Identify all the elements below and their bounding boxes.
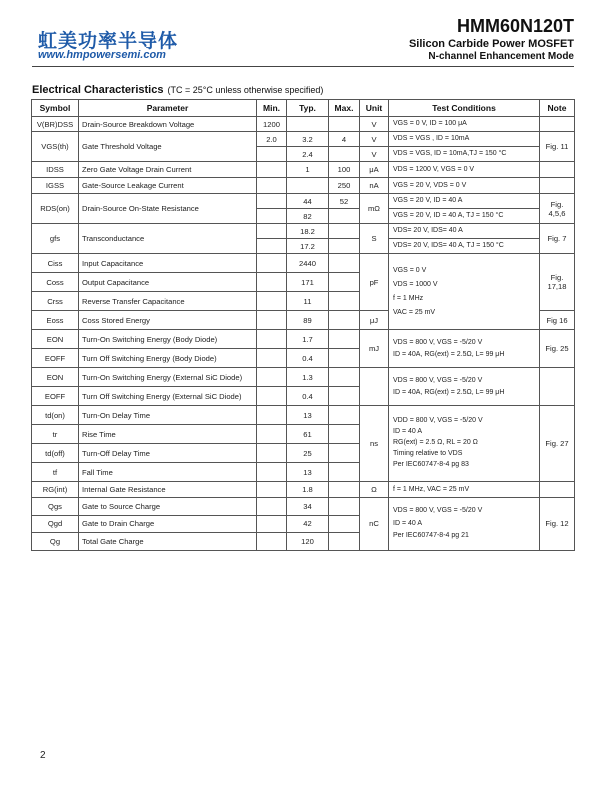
company-website: www.hmpowersemi.com xyxy=(38,49,166,61)
note-cell: Fig. 4,5,6 xyxy=(540,194,575,224)
typ-cell: 1.3 xyxy=(287,368,329,387)
max-cell: 100 xyxy=(329,162,360,178)
symbol-cell: VGS(th) xyxy=(32,132,79,162)
min-cell xyxy=(257,330,287,349)
note-cell: Fig. 11 xyxy=(540,132,575,162)
unit-cell: Ω xyxy=(360,482,389,498)
typ-cell: 0.4 xyxy=(287,387,329,406)
min-cell xyxy=(257,209,287,224)
symbol-cell: EOFF xyxy=(32,387,79,406)
min-cell xyxy=(257,292,287,311)
table-row xyxy=(32,194,575,209)
symbol-cell: RG(int) xyxy=(32,482,79,498)
max-cell xyxy=(329,224,360,239)
parameter-cell: Fall Time xyxy=(79,463,257,482)
typ-cell: 44 xyxy=(287,194,329,209)
note-cell: Fig. 17,18 xyxy=(540,254,575,311)
parameter-cell: Turn Off Switching Energy (External SiC Diode) xyxy=(79,387,257,406)
table-row xyxy=(32,162,575,178)
col-header: Typ. xyxy=(287,100,329,117)
note-cell: Fig. 7 xyxy=(540,224,575,254)
condition-cell: VGS = 0 V VDS = 1000 V f = 1 MHz VAC = 25 mV xyxy=(389,254,540,330)
min-cell xyxy=(257,368,287,387)
max-cell xyxy=(329,254,360,273)
symbol-cell: Eoss xyxy=(32,311,79,330)
parameter-cell: Drain-Source On-State Resistance xyxy=(79,194,257,224)
typ-cell: 2.4 xyxy=(287,147,329,162)
max-cell xyxy=(329,349,360,368)
col-header: Parameter xyxy=(79,100,257,117)
unit-cell xyxy=(360,368,389,406)
unit-cell: mJ xyxy=(360,330,389,368)
typ-cell: 25 xyxy=(287,444,329,463)
unit-cell: V xyxy=(360,132,389,147)
parameter-cell: Turn-On Switching Energy (External SiC Diode) xyxy=(79,368,257,387)
min-cell xyxy=(257,463,287,482)
max-cell xyxy=(329,533,360,551)
min-cell xyxy=(257,162,287,178)
unit-cell: V xyxy=(360,147,389,162)
condition-cell: VDS = 800 V, VGS = -5/20 V ID = 40A, RG(ext) = 2.5Ω, L= 99 μH xyxy=(389,330,540,368)
symbol-cell: V(BR)DSS xyxy=(32,117,79,132)
page-number: 2 xyxy=(40,750,46,761)
min-cell xyxy=(257,406,287,425)
typ-cell xyxy=(287,117,329,132)
min-cell: 2.0 xyxy=(257,132,287,147)
symbol-cell: Ciss xyxy=(32,254,79,273)
typ-cell: 18.2 xyxy=(287,224,329,239)
typ-cell: 89 xyxy=(287,311,329,330)
symbol-cell: tr xyxy=(32,425,79,444)
section-heading xyxy=(32,84,323,96)
unit-cell: ns xyxy=(360,406,389,482)
parameter-cell: Coss Stored Energy xyxy=(79,311,257,330)
col-header: Symbol xyxy=(32,100,79,117)
unit-cell: nA xyxy=(360,178,389,194)
min-cell xyxy=(257,533,287,551)
min-cell xyxy=(257,387,287,406)
typ-cell: 2440 xyxy=(287,254,329,273)
section-title: Electrical Characteristics xyxy=(32,84,164,96)
max-cell xyxy=(329,273,360,292)
max-cell xyxy=(329,482,360,498)
symbol-cell: tf xyxy=(32,463,79,482)
parameter-cell: Turn Off Switching Energy (Body Diode) xyxy=(79,349,257,368)
typ-cell: 34 xyxy=(287,498,329,516)
typ-cell: 1.8 xyxy=(287,482,329,498)
parameter-cell: Rise Time xyxy=(79,425,257,444)
symbol-cell: RDS(on) xyxy=(32,194,79,224)
parameter-cell: Gate Threshold Voltage xyxy=(79,132,257,162)
max-cell xyxy=(329,147,360,162)
unit-cell: V xyxy=(360,117,389,132)
max-cell xyxy=(329,498,360,516)
unit-cell: nC xyxy=(360,498,389,551)
note-cell: Fig 16 xyxy=(540,311,575,330)
parameter-cell: Transconductance xyxy=(79,224,257,254)
col-header: Note xyxy=(540,100,575,117)
typ-cell: 17.2 xyxy=(287,239,329,254)
section-condition: (TC = 25°C unless otherwise specified) xyxy=(167,85,324,95)
max-cell: 250 xyxy=(329,178,360,194)
min-cell xyxy=(257,444,287,463)
table-row xyxy=(32,132,575,147)
max-cell xyxy=(329,515,360,533)
symbol-cell: Qgd xyxy=(32,515,79,533)
symbol-cell: gfs xyxy=(32,224,79,254)
condition-cell: VDS = VGS , ID = 10mA xyxy=(389,132,540,147)
max-cell xyxy=(329,425,360,444)
parameter-cell: Turn-On Switching Energy (Body Diode) xyxy=(79,330,257,349)
condition-cell: VDS = 800 V, VGS = -5/20 V ID = 40A, RG(ext) = 2.5Ω, L= 99 μH xyxy=(389,368,540,406)
condition-cell: VGS = 20 V, ID = 40 A, TJ = 150 °C xyxy=(389,209,540,224)
unit-cell: pF xyxy=(360,254,389,311)
table-row xyxy=(32,330,575,349)
note-cell xyxy=(540,117,575,132)
note-cell xyxy=(540,178,575,194)
note-cell xyxy=(540,368,575,406)
condition-cell: f = 1 MHz, VAC = 25 mV xyxy=(389,482,540,498)
parameter-cell: Internal Gate Resistance xyxy=(79,482,257,498)
part-number: HMM60N120T xyxy=(456,16,574,36)
typ-cell: 42 xyxy=(287,515,329,533)
typ-cell xyxy=(287,178,329,194)
symbol-cell: IDSS xyxy=(32,162,79,178)
parameter-cell: Turn-On Delay Time xyxy=(79,406,257,425)
electrical-characteristics-table xyxy=(31,99,575,551)
min-cell xyxy=(257,194,287,209)
min-cell xyxy=(257,482,287,498)
table-header-row xyxy=(32,100,575,117)
max-cell xyxy=(329,311,360,330)
table-row xyxy=(32,117,575,132)
condition-cell: VGS = 20 V, ID = 40 A xyxy=(389,194,540,209)
table-row xyxy=(32,498,575,516)
max-cell xyxy=(329,368,360,387)
col-header: Min. xyxy=(257,100,287,117)
max-cell xyxy=(329,444,360,463)
max-cell xyxy=(329,239,360,254)
max-cell: 4 xyxy=(329,132,360,147)
min-cell xyxy=(257,147,287,162)
min-cell xyxy=(257,254,287,273)
table-row xyxy=(32,178,575,194)
typ-cell: 1 xyxy=(287,162,329,178)
min-cell xyxy=(257,273,287,292)
parameter-cell: Input Capacitance xyxy=(79,254,257,273)
condition-cell: VDS = 1200 V, VGS = 0 V xyxy=(389,162,540,178)
parameter-cell: Drain-Source Breakdown Voltage xyxy=(79,117,257,132)
min-cell xyxy=(257,498,287,516)
max-cell xyxy=(329,463,360,482)
min-cell xyxy=(257,425,287,444)
typ-cell: 13 xyxy=(287,406,329,425)
unit-cell: μA xyxy=(360,162,389,178)
parameter-cell: Reverse Transfer Capacitance xyxy=(79,292,257,311)
max-cell xyxy=(329,209,360,224)
parameter-cell: Gate to Source Charge xyxy=(79,498,257,516)
symbol-cell: IGSS xyxy=(32,178,79,194)
condition-cell: VDD = 800 V, VGS = -5/20 V ID = 40 A RG(ext) = 2.5 Ω, RL = 20 Ω Timing relative to VDS Per IEC60747-8-4 pg 83 xyxy=(389,406,540,482)
typ-cell: 1.7 xyxy=(287,330,329,349)
parameter-cell: Gate-Source Leakage Current xyxy=(79,178,257,194)
condition-cell: VGS = 0 V, ID = 100 μA xyxy=(389,117,540,132)
symbol-cell: td(off) xyxy=(32,444,79,463)
table-row xyxy=(32,406,575,425)
condition-cell: VDS = 800 V, VGS = -5/20 V ID = 40 A Per IEC60747-8-4 pg 21 xyxy=(389,498,540,551)
note-cell: Fig. 25 xyxy=(540,330,575,368)
symbol-cell: Qgs xyxy=(32,498,79,516)
note-cell xyxy=(540,162,575,178)
device-description: Silicon Carbide Power MOSFET xyxy=(408,38,574,50)
condition-cell: VGS = 20 V, VDS = 0 V xyxy=(389,178,540,194)
min-cell xyxy=(257,515,287,533)
max-cell: 52 xyxy=(329,194,360,209)
col-header: Unit xyxy=(360,100,389,117)
max-cell xyxy=(329,330,360,349)
unit-cell: μJ xyxy=(360,311,389,330)
typ-cell: 171 xyxy=(287,273,329,292)
typ-cell: 11 xyxy=(287,292,329,311)
note-cell: Fig. 27 xyxy=(540,406,575,482)
typ-cell: 120 xyxy=(287,533,329,551)
condition-cell: VDS= 20 V, IDS= 40 A xyxy=(389,224,540,239)
max-cell xyxy=(329,117,360,132)
symbol-cell: EON xyxy=(32,330,79,349)
table-row xyxy=(32,224,575,239)
min-cell xyxy=(257,178,287,194)
symbol-cell: td(on) xyxy=(32,406,79,425)
table-row xyxy=(32,254,575,273)
min-cell xyxy=(257,239,287,254)
typ-cell: 13 xyxy=(287,463,329,482)
parameter-cell: Turn-Off Delay Time xyxy=(79,444,257,463)
symbol-cell: EOFF xyxy=(32,349,79,368)
condition-cell: VDS= 20 V, IDS= 40 A, TJ = 150 °C xyxy=(389,239,540,254)
max-cell xyxy=(329,292,360,311)
typ-cell: 3.2 xyxy=(287,132,329,147)
col-header: Test Conditions xyxy=(389,100,540,117)
parameter-cell: Total Gate Charge xyxy=(79,533,257,551)
table-row xyxy=(32,368,575,387)
min-cell xyxy=(257,349,287,368)
unit-cell: mΩ xyxy=(360,194,389,224)
company-logo-chinese: 虹美功率半导体 xyxy=(38,30,179,52)
table-row xyxy=(32,482,575,498)
symbol-cell: Qg xyxy=(32,533,79,551)
max-cell xyxy=(329,387,360,406)
note-cell: Fig. 12 xyxy=(540,498,575,551)
parameter-cell: Zero Gate Voltage Drain Current xyxy=(79,162,257,178)
parameter-cell: Gate to Drain Charge xyxy=(79,515,257,533)
typ-cell: 0.4 xyxy=(287,349,329,368)
condition-cell: VDS = VGS, ID = 10mA,TJ = 150 °C xyxy=(389,147,540,162)
col-header: Max. xyxy=(329,100,360,117)
header-divider xyxy=(32,66,574,67)
symbol-cell: Crss xyxy=(32,292,79,311)
unit-cell: S xyxy=(360,224,389,254)
parameter-cell: Output Capacitance xyxy=(79,273,257,292)
device-subtitle: N-channel Enhancement Mode xyxy=(428,51,574,62)
symbol-cell: Coss xyxy=(32,273,79,292)
min-cell xyxy=(257,311,287,330)
symbol-cell: EON xyxy=(32,368,79,387)
typ-cell: 61 xyxy=(287,425,329,444)
typ-cell: 82 xyxy=(287,209,329,224)
note-cell xyxy=(540,482,575,498)
min-cell xyxy=(257,224,287,239)
min-cell: 1200 xyxy=(257,117,287,132)
max-cell xyxy=(329,406,360,425)
